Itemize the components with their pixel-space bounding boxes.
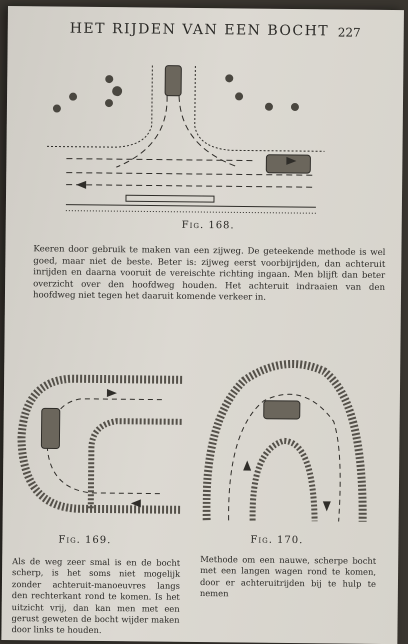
paragraph-fig-169: Als de weg zeer smal is en de bocht scherp, is het soms niet mogelijk zonder achteruit-manoeuvres langs den rechterkant rond te komen. Is het uitzicht vrij, dan kan men met een gerust geweten de bocht wijder maken door links te houden.	[11, 556, 181, 636]
figure-169-illustration	[11, 358, 188, 530]
book-page	[1, 6, 404, 644]
inner-road-edge-170	[253, 441, 316, 522]
car-169	[41, 408, 59, 448]
figure-170-caption: Fig. 170.	[250, 534, 304, 547]
hedge-right	[195, 66, 326, 151]
tree-shrubs-left	[53, 74, 122, 113]
figure-168-illustration	[46, 54, 338, 227]
paragraph-fig-168: Keeren door gebruik te maken van een zijweg. De geteekende methode is wel goed, maar niet de beste. Beter is: zijweg eerst voorbijrijden, dan achteruit inrijden en daarna vooruit de vereischte richting ingaan. Men blijft dan beter overzicht over den hoofdweg houden. Het achteruit indraaien van den hoofdweg niet tegen het daaruit komende verkeer in.	[32, 244, 386, 303]
car-170	[264, 401, 300, 419]
tree-shrubs-right	[225, 74, 299, 111]
figure-170-illustration	[203, 350, 380, 532]
roadside-wall	[126, 195, 214, 202]
page-number: 227	[337, 25, 361, 40]
direction-arrows-169	[106, 389, 142, 507]
inner-road-edge-169	[91, 421, 182, 510]
hedge-left	[47, 64, 153, 147]
figure-169-caption: Fig. 169.	[58, 534, 112, 547]
paragraph-fig-170: Methode om een nauwe, scherpe bocht met een langen wagen rond te komen, door er achteruitrijden bij te hulp te nemen	[199, 554, 377, 599]
running-header: HET RIJDEN VAN EEN BOCHT	[69, 20, 330, 40]
figure-168-caption: Fig. 168.	[181, 219, 235, 232]
car-top	[165, 66, 181, 96]
